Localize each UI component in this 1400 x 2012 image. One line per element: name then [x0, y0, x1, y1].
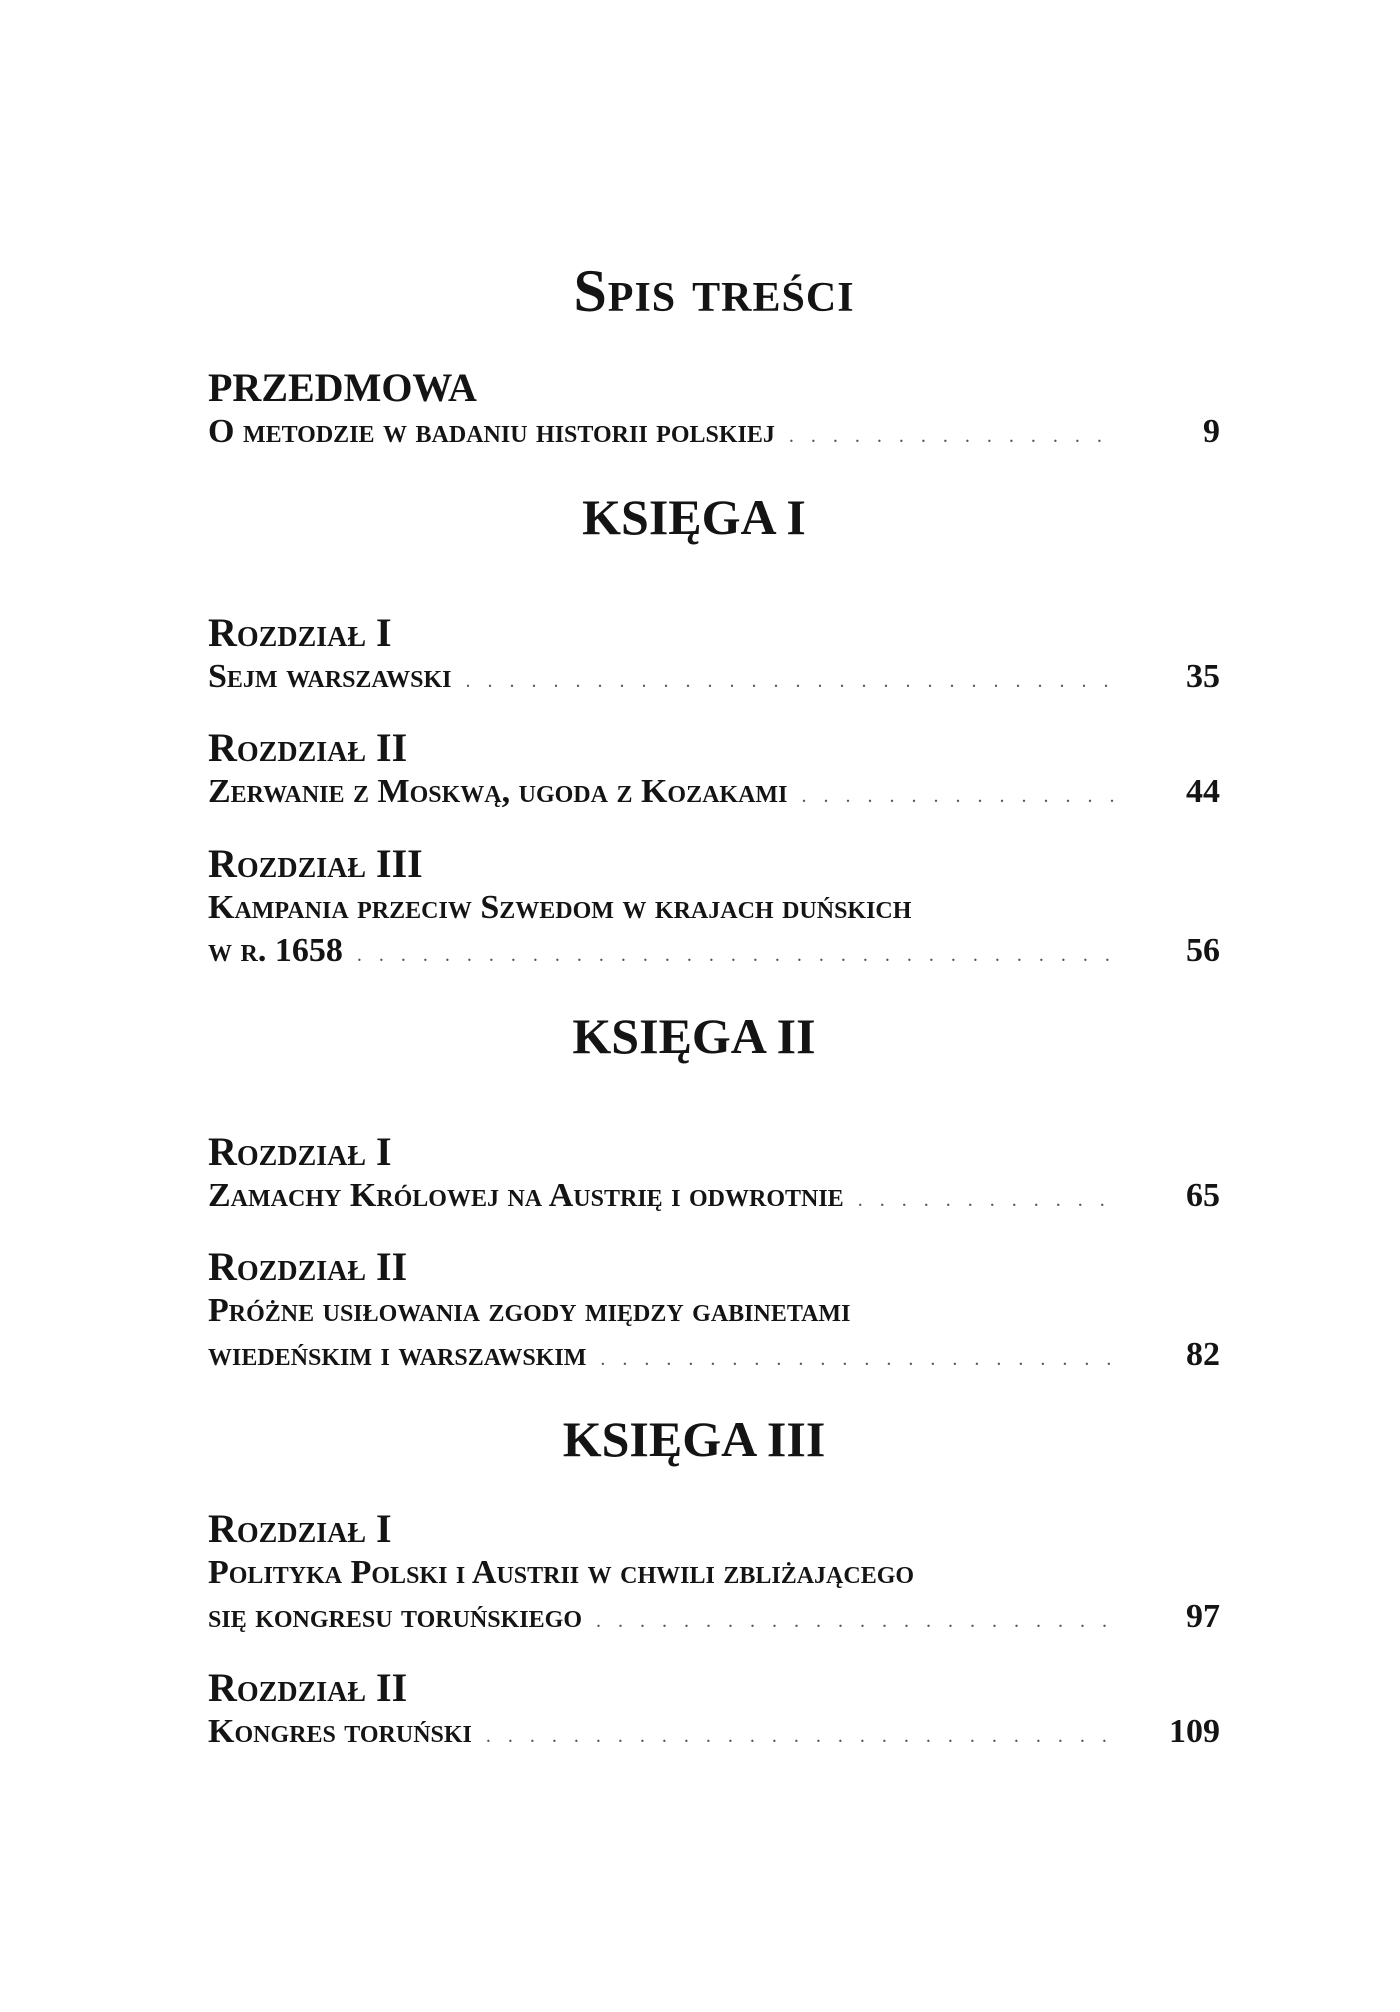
- dot-leader: [600, 1347, 1116, 1373]
- toc-entry-title: O metodzie w badaniu historii polskiej: [208, 413, 775, 450]
- book-heading: KSIĘGA I: [582, 488, 806, 545]
- page-number: 9: [1203, 413, 1220, 450]
- toc-entry-title: Zamachy Królowej na Austrię i odwrotnie: [208, 1176, 844, 1214]
- chapter-heading: Rozdział I: [208, 609, 392, 655]
- book-heading: KSIĘGA II: [572, 1007, 816, 1064]
- page-number: 97: [1186, 1597, 1220, 1635]
- page-number: 109: [1169, 1713, 1220, 1751]
- toc-entry-title: w r. 1658: [208, 932, 343, 970]
- dot-leader: [465, 669, 1116, 695]
- chapter: [208, 1245, 1220, 1376]
- chapter: [208, 726, 1220, 814]
- chapter: [208, 1666, 1220, 1754]
- toc-entry[interactable]: [208, 1710, 1220, 1754]
- chapter-heading: Rozdział III: [208, 840, 423, 886]
- toc-entry-title: Sejm warszawski: [208, 657, 452, 695]
- dot-leader: [357, 943, 1116, 969]
- dot-leader: [858, 1188, 1116, 1214]
- chapter-heading: Rozdział II: [208, 725, 408, 771]
- chapter: [208, 1130, 1220, 1218]
- toc-entry-title-line: Próżne usiłowania zgody między gabinetami: [208, 1292, 851, 1330]
- dot-leader: [801, 784, 1116, 810]
- toc-entry-title: Zerwanie z Moskwą, ugoda z Kozakami: [208, 773, 788, 811]
- preface-section: [208, 366, 1220, 454]
- page-title: Spis treści: [573, 258, 855, 324]
- page-number: 65: [1186, 1176, 1220, 1214]
- chapter: [208, 611, 1220, 699]
- toc-entry[interactable]: [208, 655, 1220, 699]
- page-number: 44: [1186, 773, 1220, 811]
- chapter: [208, 1507, 1220, 1638]
- chapter-heading: Rozdział II: [208, 1244, 408, 1290]
- page-number: 82: [1186, 1335, 1220, 1373]
- toc-entry[interactable]: [208, 929, 1220, 973]
- chapter-heading: Rozdział I: [208, 1506, 392, 1552]
- toc-entry[interactable]: [208, 1333, 1220, 1377]
- toc-entry[interactable]: [208, 770, 1220, 814]
- toc-entry-title-line: Polityka Polski i Austrii w chwili zbliżającego: [208, 1554, 915, 1592]
- dot-leader: [596, 1609, 1116, 1635]
- toc-entry-title: wiedeńskim i warszawskim: [208, 1335, 587, 1373]
- page-number: 56: [1186, 932, 1220, 970]
- toc-entry-title: się kongresu toruńskiego: [208, 1597, 582, 1635]
- toc-content: [208, 0, 1220, 1782]
- chapter: [208, 842, 1220, 973]
- preface-heading: PRZEDMOWA: [208, 365, 477, 410]
- toc-entry[interactable]: [208, 1595, 1220, 1639]
- book-heading: KSIĘGA III: [562, 1411, 826, 1468]
- dot-leader: [789, 424, 1116, 450]
- toc-entry-title: Kongres toruński: [208, 1713, 472, 1751]
- toc-entry[interactable]: [208, 410, 1220, 454]
- dot-leader: [486, 1724, 1116, 1750]
- chapter-heading: Rozdział I: [208, 1128, 392, 1174]
- toc-entry-title-line: Kampania przeciw Szwedom w krajach duńskich: [208, 888, 912, 926]
- chapter-heading: Rozdział II: [208, 1665, 408, 1711]
- toc-entry[interactable]: [208, 1174, 1220, 1218]
- page-number: 35: [1186, 657, 1220, 695]
